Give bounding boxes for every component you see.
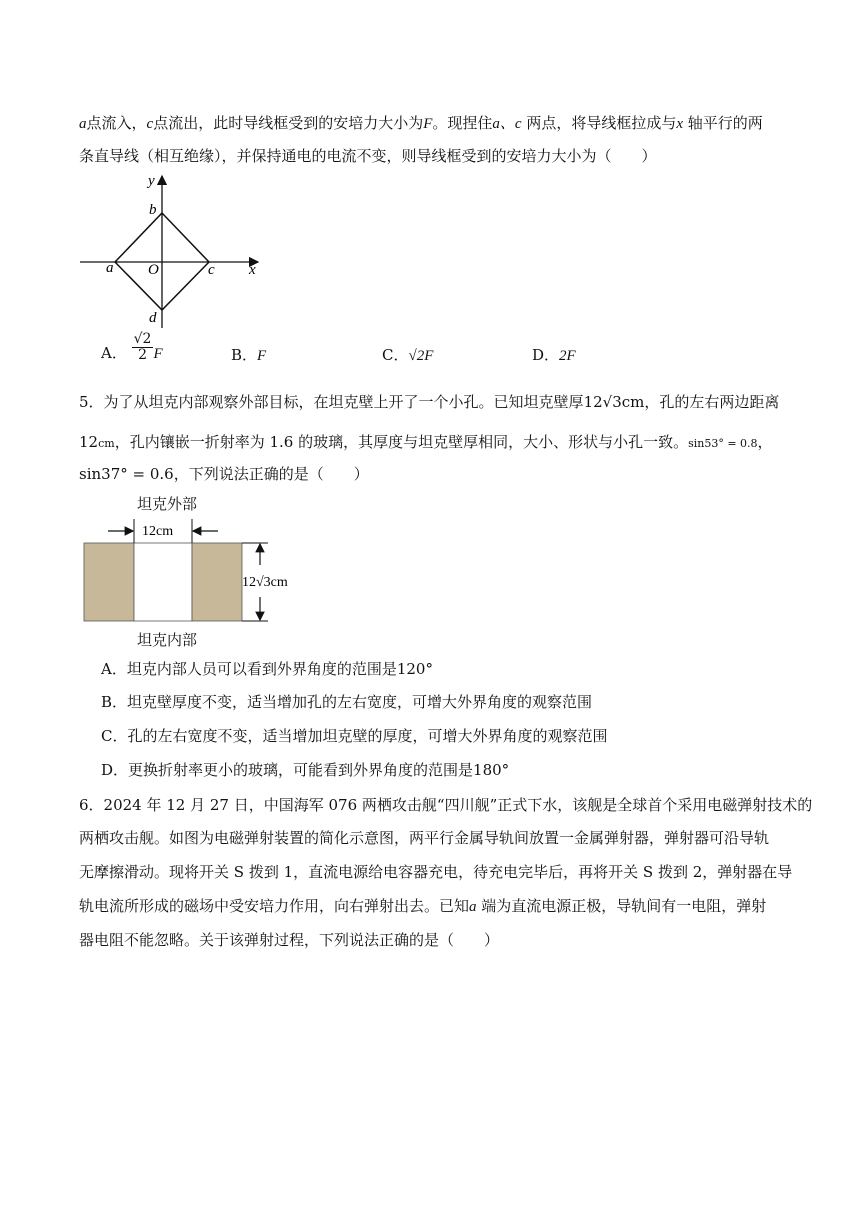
q5-option-c[interactable]: C．孔的左右宽度不变，适当增加坦克壁的厚度，可增大外界角度的观察范围 xyxy=(101,727,608,745)
label-d: d xyxy=(149,310,157,326)
wall-left xyxy=(84,543,134,621)
q4-option-c[interactable]: C．√2F xyxy=(382,346,434,364)
q5-option-d[interactable]: D．更换折射率更小的玻璃，可能看到外界角度的范围是180° xyxy=(101,761,510,779)
var-ac: a、c xyxy=(492,116,522,132)
label-x: x xyxy=(249,262,256,278)
q5-text-line-2: 12cm，孔内镶嵌一折射率为 1.6 的玻璃，其厚度与坦克壁厚相同，大小、形状与小孔一致。sin53° = 0.8， xyxy=(79,433,773,451)
q4-text-line-1: a点流入，c点流出，此时导线框受到的安培力大小为F。现捏住a、c 两点，将导线框拉成与x 轴平行的两 xyxy=(79,114,763,132)
q4-option-b[interactable]: B．F xyxy=(231,346,267,364)
label-O: O xyxy=(148,262,159,278)
q6-text-line-5: 器电阻不能忽略。关于该弹射过程，下列说法正确的是（ ） xyxy=(79,931,500,949)
wall-right xyxy=(192,543,242,621)
label-b: b xyxy=(149,202,157,218)
thickness-label: 12√3cm xyxy=(242,575,288,590)
q6-text-line-4: 轨电流所形成的磁场中受安培力作用，向右弹射出去。已知a 端为直流电源正极，导轨间有一电阻，弹射 xyxy=(79,897,767,915)
q4-text-line-2: 条直导线（相互绝缘），并保持通电的电流不变，则导线框受到的安培力大小为（ ） xyxy=(79,147,657,165)
label-c: c xyxy=(208,262,215,278)
var-x: x xyxy=(676,116,684,132)
q6-text-line-1: 6．2024 年 12 月 27 日，中国海军 076 两栖攻击舰“四川舰”正式下水，该舰是全球首个采用电磁弹射技术的 xyxy=(79,796,813,814)
fraction: $\frac{√2}{2}$ xyxy=(133,330,152,363)
hole xyxy=(134,543,192,621)
q4-square-loop-figure xyxy=(76,170,266,330)
q5-text-line-3: sin37° = 0.6，下列说法正确的是（ ） xyxy=(79,465,369,483)
var-F: F xyxy=(423,116,433,132)
q4-option-d[interactable]: D．2F xyxy=(532,346,576,364)
var-a: a xyxy=(79,116,87,132)
q5-tank-wall-figure xyxy=(80,517,310,627)
q4-option-a[interactable]: A． $\frac{√2}{2}$ F xyxy=(101,330,163,363)
width-label: 12cm xyxy=(142,524,174,539)
label-outside: 坦克外部 xyxy=(137,495,198,513)
label-a: a xyxy=(106,260,114,276)
var-c: c xyxy=(146,116,154,132)
label-inside: 坦克内部 xyxy=(137,631,198,649)
q5-option-b[interactable]: B．坦克壁厚度不变，适当增加孔的左右宽度，可增大外界角度的观察范围 xyxy=(101,693,593,711)
label-y: y xyxy=(148,173,155,189)
q5-option-a[interactable]: A．坦克内部人员可以看到外界角度的范围是120° xyxy=(101,660,433,678)
q6-text-line-2: 两栖攻击舰。如图为电磁弹射装置的简化示意图，两平行金属导轨间放置一金属弹射器，弹射器可沿导轨 xyxy=(79,829,770,847)
q5-text-line-1: 5．为了从坦克内部观察外部目标，在坦克壁上开了一个小孔。已知坦克壁厚12√3cm，孔的左右两边距离 xyxy=(79,393,780,411)
q6-text-line-3: 无摩擦滑动。现将开关 S 拨到 1，直流电源给电容器充电，待充电完毕后，再将开关 S 拨到 2，弹射器在导 xyxy=(79,863,793,881)
